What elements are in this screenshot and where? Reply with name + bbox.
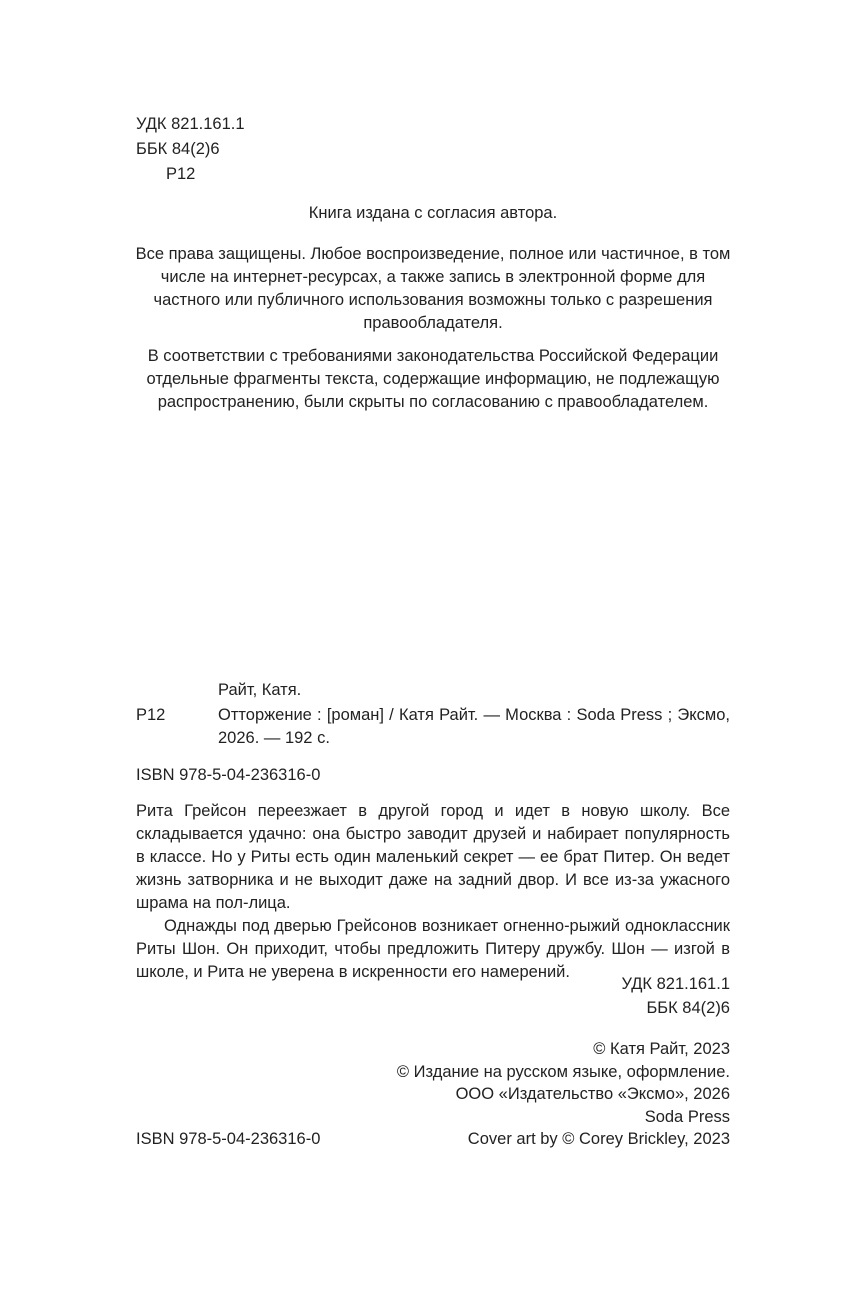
catalog-author-line: Райт, Катя.	[218, 681, 302, 699]
isbn-bottom: ISBN 978-5-04-236316-0	[136, 1130, 321, 1148]
copyright-edition-line: © Издание на русском языке, оформление.	[396, 1062, 730, 1081]
annotation-paragraph-1: Рита Грейсон переезжает в другой город и идет в новую школу. Все складывается удачно: она быстро заводит друзей и набирает популярность в классе. Но у Риты есть один маленький секрет — ее брат Питер. Он ведет жизнь затворника и не выходит даже на задний двор. И все из-за ужасного шрама на пол-лица.	[136, 802, 730, 912]
rights-paragraph: Все права защищены. Любое воспроизведение, полное или частичное, в том числе на интернет-ресурсах, а также запись в электронной форме для частного или публичного использования возможны только с разрешения правообладателя.	[135, 245, 731, 332]
bbk-code-top: ББК 84(2)6	[136, 140, 220, 158]
law-paragraph: В соответствии с требованиями законодательства Российской Федерации отдельные фрагменты текста, содержащие информацию, не подлежащую распространению, были скрыты по согласованию с правообладателем.	[146, 347, 720, 411]
classification-codes-right	[621, 972, 730, 1020]
annotation-block	[136, 800, 730, 984]
copyright-block	[397, 1038, 730, 1151]
isbn-main: ISBN 978-5-04-236316-0	[136, 766, 321, 784]
consent-line: Книга издана с согласия автора.	[308, 204, 558, 222]
copyright-author-line: © Катя Райт, 2023	[593, 1040, 730, 1058]
author-sign-code-top: Р12	[166, 165, 196, 183]
catalog-author-sign: Р12	[136, 706, 166, 724]
bbk-code-right: ББК 84(2)6	[646, 999, 730, 1017]
annotation-paragraph-2: Однажды под дверью Грейсонов возникает огненно-рыжий одноклассник Риты Шон. Он приходит, чтобы предложить Питеру дружбу. Шон — изгой в школе, и Рита не уверена в искренности его намерений.	[136, 917, 730, 981]
copyright-publisher-line: ООО «Издательство «Эксмо», 2026	[455, 1085, 730, 1103]
copyright-imprint-line: Soda Press	[644, 1107, 730, 1126]
udk-code-top: УДК 821.161.1	[136, 115, 245, 133]
catalog-entry: Отторжение : [роман] / Катя Райт. — Москва : Soda Press ; Эксмо, 2026. — 192 с.	[218, 706, 730, 747]
copyright-cover-art-line: Cover art by © Corey Brickley, 2023	[467, 1130, 730, 1148]
classification-codes-top	[136, 112, 245, 187]
udk-code-right: УДК 821.161.1	[621, 975, 730, 993]
